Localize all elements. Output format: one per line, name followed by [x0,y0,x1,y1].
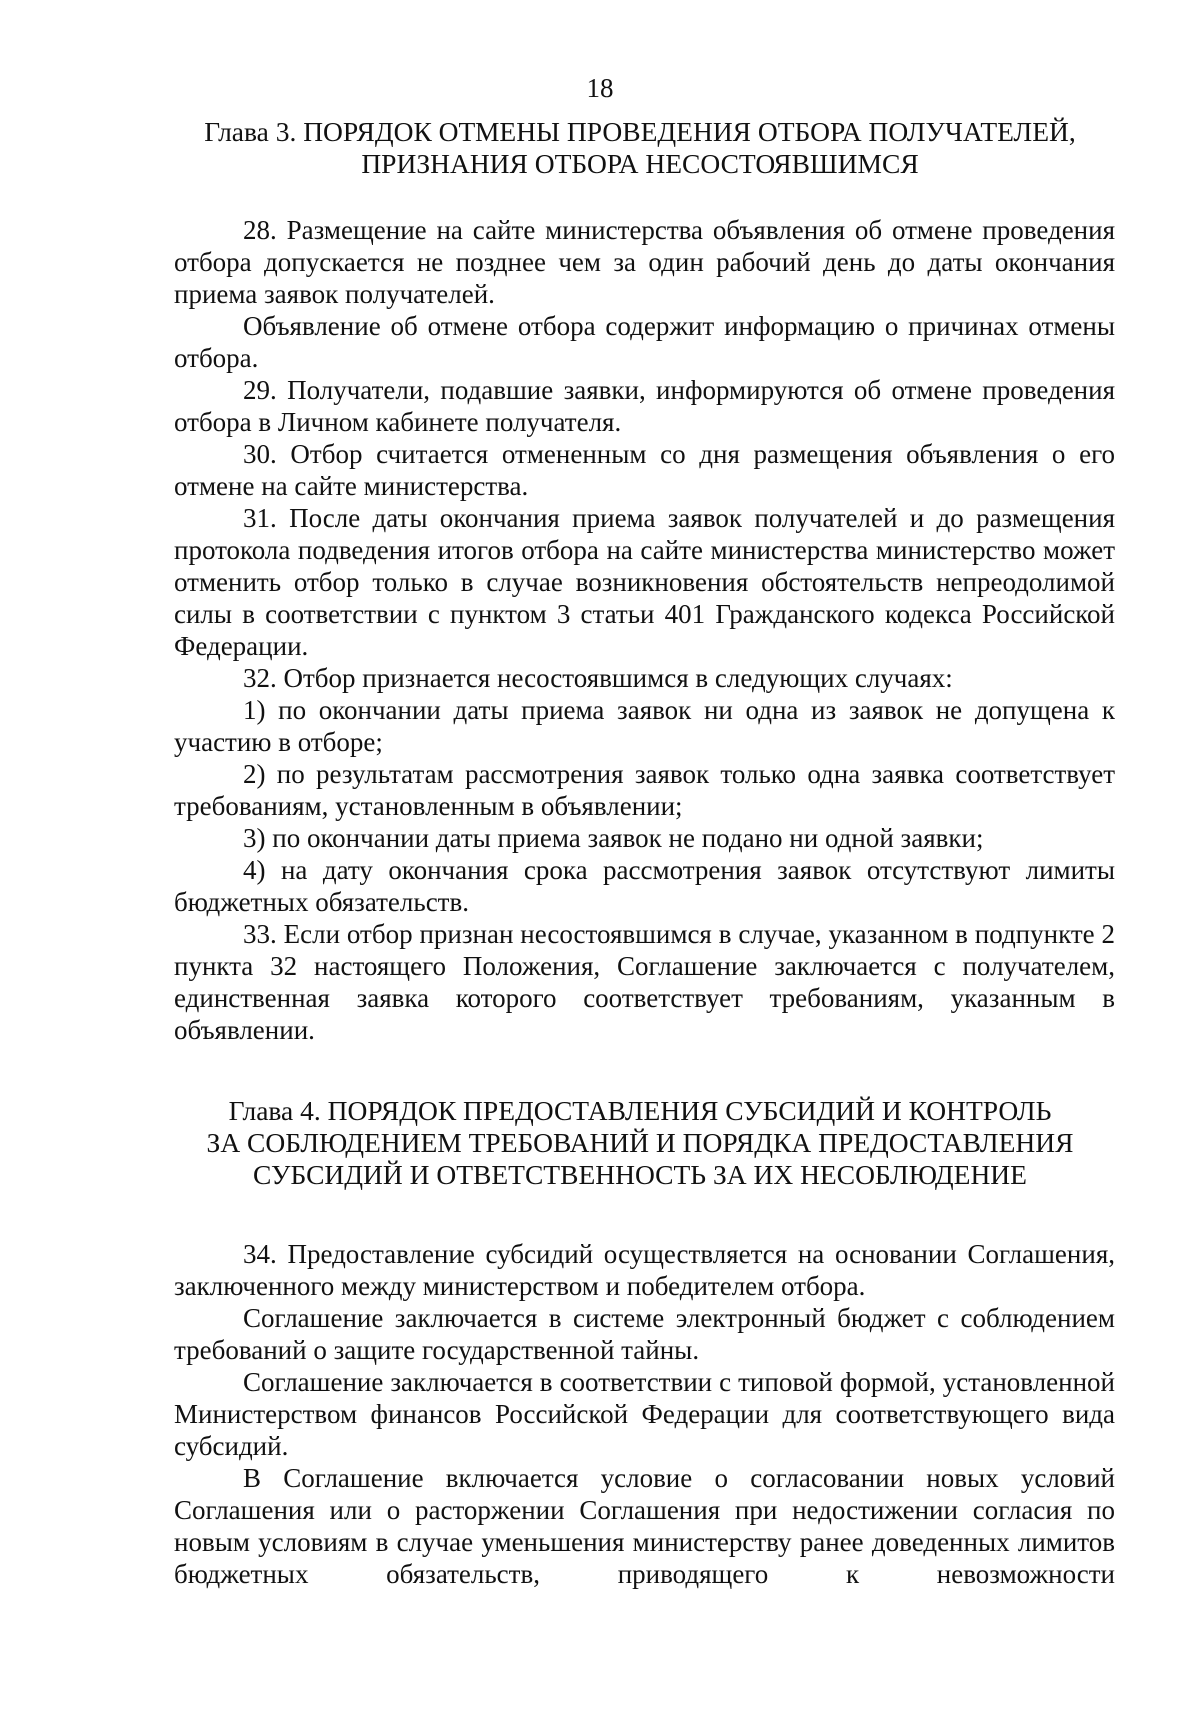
chapter-4-body [174,1238,1115,1590]
chapter-3-body [174,214,1115,1046]
chapter-4-heading [150,1095,1130,1191]
paragraph-34: 34. Предоставление субсидий осуществляется на основании Соглашения, заключенного между министерством и победителем отбора. [174,1239,1115,1301]
paragraph-28: 28. Размещение на сайте министерства объявления об отмене проведения отбора допускается не позднее чем за один рабочий день до даты окончания приема заявок получателей. [174,215,1115,309]
paragraph-32-item-3: 3) по окончании даты приема заявок не подано ни одной заявки; [243,823,984,853]
paragraph-34-budget-system: Соглашение заключается в системе электронный бюджет с соблюдением требований о защите государственной тайны. [174,1303,1115,1365]
paragraph-34-standard-form: Соглашение заключается в соответствии с типовой формой, установленной Министерством финансов Российской Федерации для соответствующего вида субсидий. [174,1367,1115,1461]
paragraph-32-item-1: 1) по окончании даты приема заявок ни одна из заявок не допущена к участию в отборе; [174,695,1115,757]
page-number: 18 [586,73,614,103]
paragraph-31: 31. После даты окончания приема заявок получателей и до размещения протокола подведения итогов отбора на сайте министерства министерство может отменить отбор только в случае возникновения обстоятельств непреодолимой силы в соответствии с пунктом 3 статьи 401 Гражданского кодекса Российской Федерации. [174,503,1115,661]
chapter-3-heading-line: ПРИЗНАНИЯ ОТБОРА НЕСОСТОЯВШИМСЯ [361,148,919,179]
chapter-3-heading [150,116,1130,180]
chapter-4-heading-line: Глава 4. ПОРЯДОК ПРЕДОСТАВЛЕНИЯ СУБСИДИЙ И КОНТРОЛЬ [228,1095,1052,1126]
paragraph-32: 32. Отбор признается несостоявшимся в следующих случаях: [243,663,953,693]
chapter-4-heading-line: ЗА СОБЛЮДЕНИЕМ ТРЕБОВАНИЙ И ПОРЯДКА ПРЕДОСТАВЛЕНИЯ [206,1127,1074,1158]
paragraph-29: 29. Получатели, подавшие заявки, информируются об отмене проведения отбора в Личном кабинете получателя. [174,375,1115,437]
chapter-4-heading-line: СУБСИДИЙ И ОТВЕТСТВЕННОСТЬ ЗА ИХ НЕСОБЛЮДЕНИЕ [253,1159,1027,1190]
paragraph-34-new-conditions: В Соглашение включается условие о согласовании новых условий Соглашения или о расторжении Соглашения при недостижении согласия по новым условиям в случае уменьшения министерству ранее доведенных лимитов бюджетных обязательств, приводящего к невозможности [174,1463,1115,1589]
paragraph-32-item-4: 4) на дату окончания срока рассмотрения заявок отсутствуют лимиты бюджетных обязательств. [174,855,1115,917]
paragraph-30: 30. Отбор считается отмененным со дня размещения объявления о его отмене на сайте министерства. [174,439,1115,501]
paragraph-28-notice: Объявление об отмене отбора содержит информацию о причинах отмены отбора. [174,311,1115,373]
paragraph-33: 33. Если отбор признан несостоявшимся в случае, указанном в подпункте 2 пункта 32 настоящего Положения, Соглашение заключается с получателем, единственная заявка которого соответствует требованиям, указанным в объявлении. [174,919,1115,1045]
chapter-3-heading-line: Глава 3. ПОРЯДОК ОТМЕНЫ ПРОВЕДЕНИЯ ОТБОРА ПОЛУЧАТЕЛЕЙ, [204,116,1076,147]
paragraph-32-item-2: 2) по результатам рассмотрения заявок только одна заявка соответствует требованиям, установленным в объявлении; [174,759,1115,821]
